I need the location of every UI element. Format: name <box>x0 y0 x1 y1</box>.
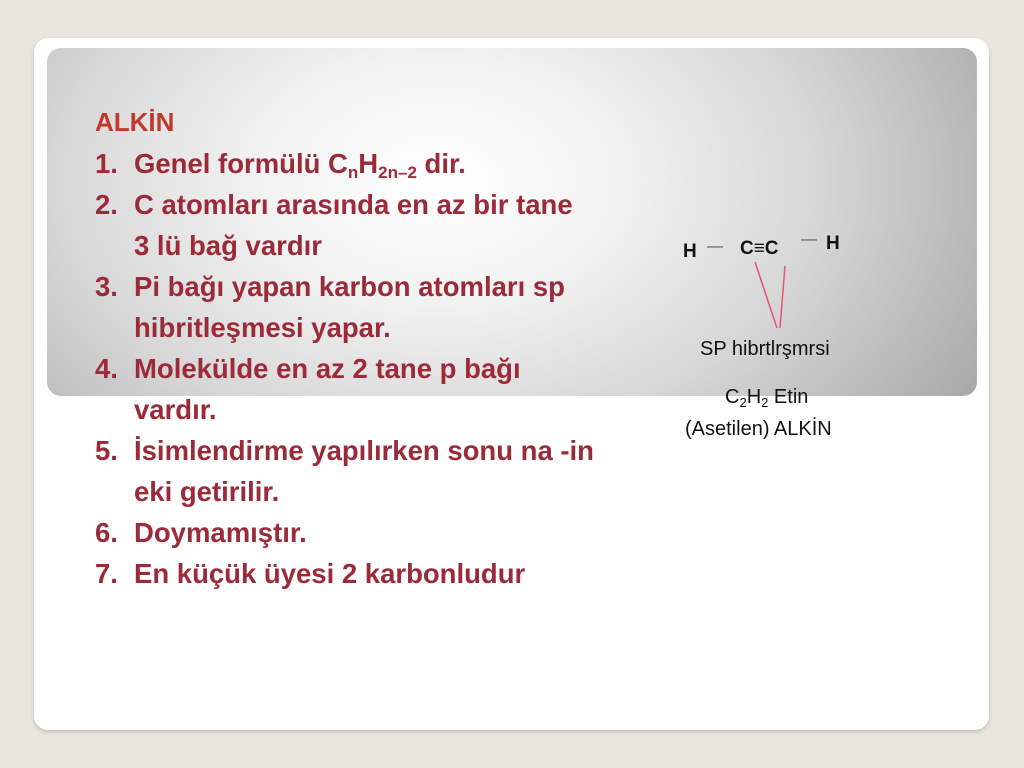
sp-hybridization-label: SP hibrtlrşmrsi <box>700 338 830 360</box>
item-text: İsimlendirme yapılırken sonu na -in eki getirilir. <box>134 435 594 507</box>
item-number: 2. <box>95 189 118 220</box>
hydrogen-left: H <box>683 241 697 262</box>
pointer-line-left <box>755 262 777 328</box>
item-text: Molekülde en az 2 tane p bağı vardır. <box>134 353 521 425</box>
item-number: 7. <box>95 558 118 589</box>
item-text: Pi bağı yapan karbon atomları sp hibritleşmesi yapar. <box>134 271 565 343</box>
molecular-formula: $C_2H_2$ Etin <box>725 386 809 410</box>
item-text: Genel formülü $C_nH_{2n-2}$ dir. <box>134 148 466 182</box>
item-number: 1. <box>95 148 118 179</box>
hydrogen-right: H <box>826 233 840 254</box>
item-number: 4. <box>95 353 118 384</box>
slide-title: ALKİN <box>95 107 175 137</box>
compound-name: (Asetilen) ALKİN <box>685 418 832 440</box>
pointer-line-right <box>780 266 785 328</box>
item-number: 3. <box>95 271 118 302</box>
item-text: Doymamıştır. <box>134 517 307 548</box>
bond-left: — <box>707 238 723 255</box>
bond-right: — <box>801 231 817 248</box>
triple-bond-carbons: C≡C <box>740 238 779 259</box>
item-text: En küçük üyesi 2 karbonludur <box>134 558 526 589</box>
item-number: 6. <box>95 517 118 548</box>
item-text: C atomları arasında en az bir tane 3 lü bağ vardır <box>134 189 573 261</box>
item-number: 5. <box>95 435 118 466</box>
